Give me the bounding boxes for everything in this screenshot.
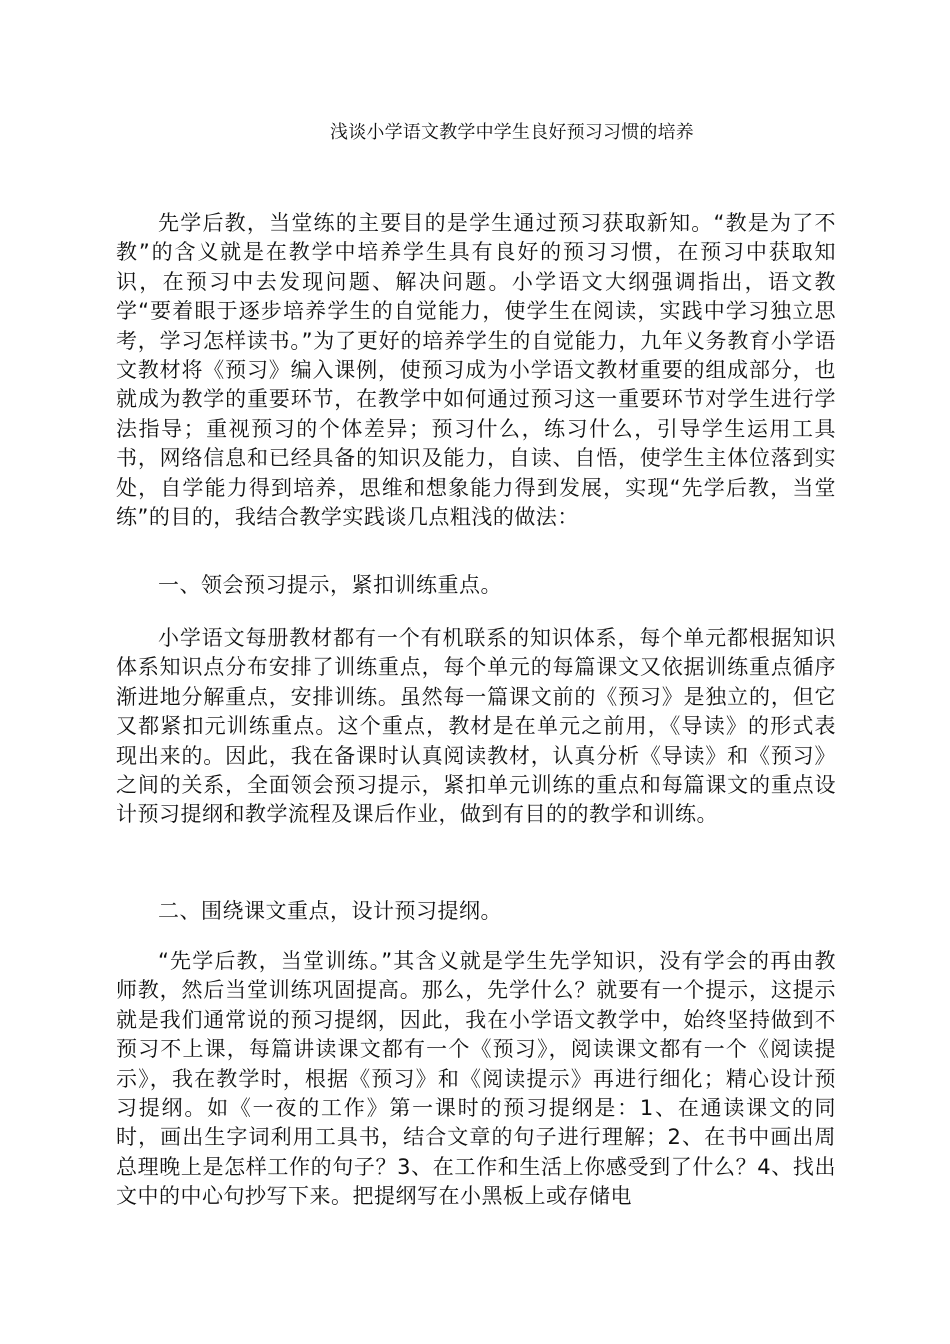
section-2-paragraph: “先学后教，当堂训练。”其含义就是学生先学知识，没有学会的再由教师教，然后当堂训练巩固提高。那么，先学什么？就要有一个提示，这提示就是我们通常说的预习提纲，因此，我在小学语文教学中，始终坚持做到不预习不上课，每篇讲读课文都有一个《预习》，阅读课文都有一个《阅读提示》，我在教学时，根据《预习》和《阅读提示》再进行细化；精心设计预习提纲。如《一夜的工作》第一课时的预习提纲是：1、在通读课文的同时，画出生字词利用工具书，结合文章的句子进行理解；2、在书中画出周总理晚上是怎样工作的句子？3、在工作和生活上你感受到了什么？4、找出文中的中心句抄写下来。把提纲写在小黑板上或存储电 (116, 949, 836, 1209)
section-heading-2-block (116, 897, 836, 926)
section-2-paragraph-block (116, 947, 836, 1212)
document-title: 浅谈小学语文教学中学生良好预习习惯的培养 (330, 122, 694, 143)
intro-paragraph: 先学后教，当堂练的主要目的是学生通过预习获取新知。“教是为了不教”的含义就是在教学中培养学生具有良好的预习习惯，在预习中获取知识，在预习中去发现问题、解决问题。小学语文大纲强调指出，语文教学“要着眼于逐步培养学生的自觉能力，使学生在阅读，实践中学习独立思考，学习怎样读书。”为了更好的培养学生的自觉能力，九年义务教育小学语文教材将《预习》编入课例，使预习成为小学语文教材重要的组成部分，也就成为教学的重要环节，在教学中如何通过预习这一重要环节对学生进行学法指导；重视预习的个体差异；预习什么，练习什么，引导学生运用工具书，网络信息和已经具备的知识及能力，自读、自悟，使学生主体位落到实处，自学能力得到培养，思维和想象能力得到发展，实现“先学后教，当堂练”的目的，我结合教学实践谈几点粗浅的做法： (116, 211, 836, 530)
section-1-paragraph-block (116, 624, 836, 830)
section-heading-1: 一、领会预习提示，紧扣训练重点。 (158, 573, 502, 597)
section-1-paragraph: 小学语文每册教材都有一个有机联系的知识体系，每个单元都根据知识体系知识点分布安排了训练重点，每个单元的每篇课文又依据训练重点循序渐进地分解重点，安排训练。虽然每一篇课文前的《预习》是独立的，但它又都紧扣元训练重点。这个重点，教材是在单元之前用，《导读》的形式表现出来的。因此，我在备课时认真阅读教材，认真分析《导读》和《预习》之间的关系，全面领会预习提示，紧扣单元训练的重点和每篇课文的重点设计预习提纲和教学流程及课后作业，做到有目的的教学和训练。 (116, 626, 836, 827)
section-heading-2: 二、围绕课文重点，设计预习提纲。 (158, 899, 502, 923)
section-heading-1-block (116, 571, 836, 600)
intro-paragraph-block (116, 209, 836, 532)
